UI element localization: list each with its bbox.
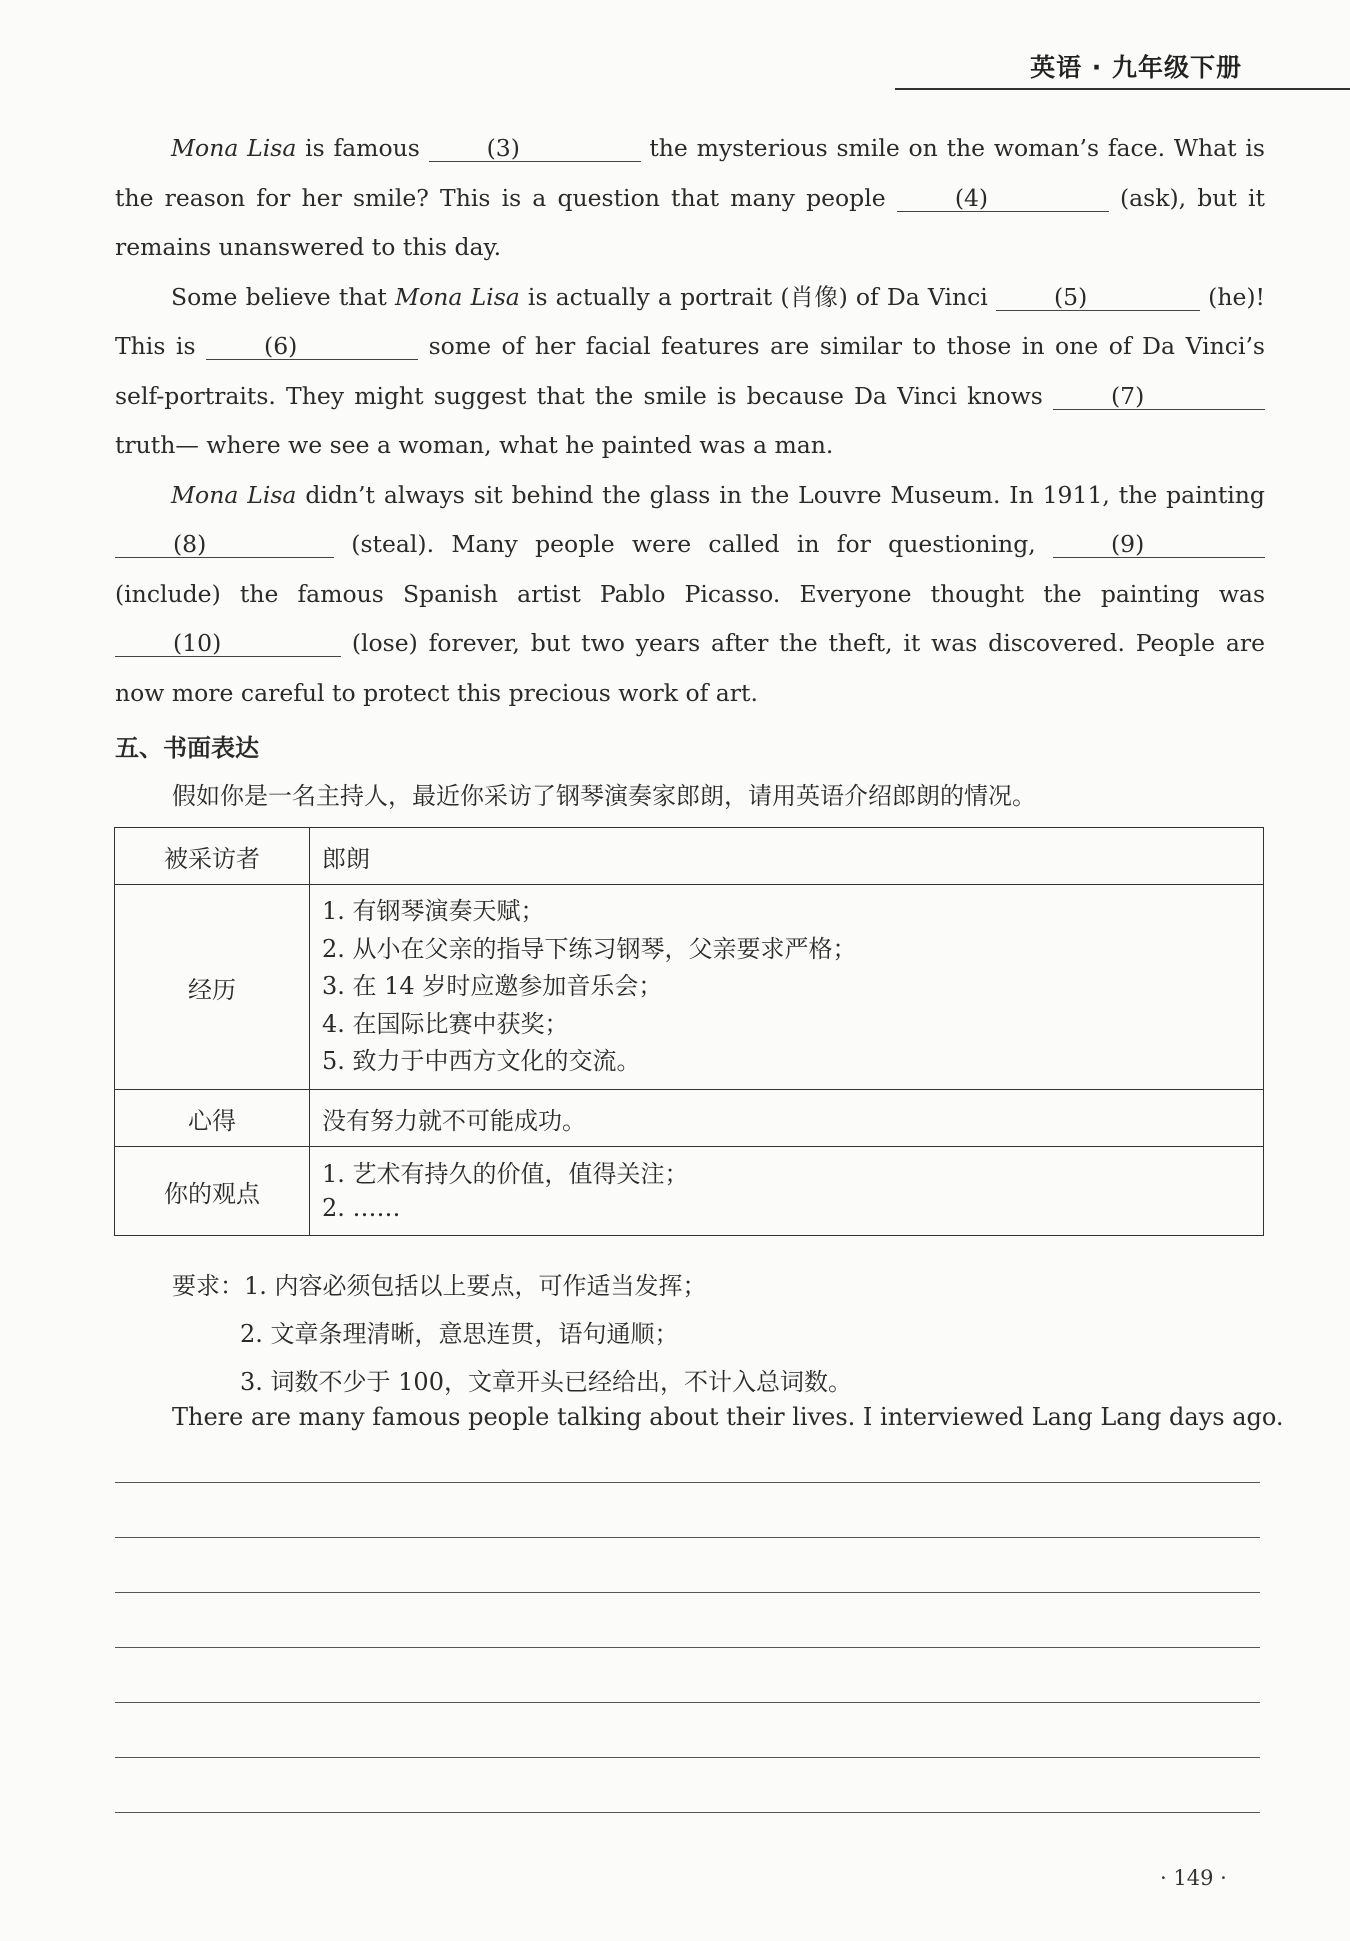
paragraph-3 bbox=[115, 471, 1265, 719]
blank-4[interactable]: (4) bbox=[897, 185, 1109, 212]
opinion-label: 你的观点 bbox=[115, 1147, 310, 1236]
passage-text: didn’t always sit behind the glass in the Louvre Museum. In 1911, the painting bbox=[296, 480, 1265, 509]
requirement-item: 2. 文章条理清晰，意思连贯，语句通顺； bbox=[240, 1320, 679, 1348]
writing-line[interactable] bbox=[115, 1812, 1260, 1813]
blank-9[interactable]: (9) bbox=[1053, 531, 1265, 558]
table-row bbox=[115, 885, 1264, 1090]
passage-text: (lose) forever, but two years after the theft, it was discovered. People are now more careful to protect this precious work of art. bbox=[115, 629, 1265, 707]
passage-text: (steal). Many people were called in for questioning, bbox=[334, 530, 1053, 558]
opinion-item: 1. 艺术有持久的价值，值得关注； bbox=[322, 1160, 689, 1188]
experience-item: 1. 有钢琴演奏天赋； bbox=[322, 897, 545, 926]
passage-text: some of her facial features are similar to those in one of Da Vinci’s self-portraits. They might suggest that the smile is because Da Vinci knows bbox=[115, 332, 1265, 410]
blank-8[interactable]: (8) bbox=[115, 531, 334, 558]
blank-5[interactable]: (5) bbox=[996, 284, 1200, 311]
insight-value: 没有努力就不可能成功。 bbox=[310, 1090, 1264, 1147]
paragraph-1 bbox=[115, 124, 1265, 273]
experience-item: 3. 在 14 岁时应邀参加音乐会； bbox=[322, 972, 663, 1001]
italic-title: Mona Lisa bbox=[171, 480, 297, 509]
passage-text: is famous bbox=[296, 134, 429, 162]
requirement-item: 要求：1. 内容必须包括以上要点，可作适当发挥； bbox=[172, 1272, 707, 1300]
writing-line[interactable] bbox=[115, 1647, 1260, 1648]
interviewee-value: 郎朗 bbox=[310, 828, 1264, 885]
passage-text: truth— where we see a woman, what he painted was a man. bbox=[115, 431, 834, 459]
reading-passage bbox=[115, 124, 1265, 718]
insight-label: 心得 bbox=[115, 1090, 310, 1147]
header-rule bbox=[895, 88, 1350, 90]
opening-sentence: There are many famous people talking about their lives. I interviewed Lang Lang days ago. bbox=[172, 1403, 1284, 1431]
passage-text: Some believe that bbox=[171, 282, 396, 311]
passage-text: the mysterious smile on the woman’s face. What is the reason for her smile? This is a question that many people bbox=[115, 134, 1265, 212]
interviewee-label: 被采访者 bbox=[115, 828, 310, 885]
requirement-item: 3. 词数不少于 100，文章开头已经给出，不计入总词数。 bbox=[240, 1368, 852, 1396]
header-title: 英语 · 九年级下册 bbox=[1030, 53, 1242, 82]
info-table bbox=[114, 827, 1264, 1236]
table-row bbox=[115, 828, 1264, 885]
paragraph-2 bbox=[115, 273, 1265, 471]
passage-text: is actually a portrait (肖像) of Da Vinci bbox=[519, 282, 996, 311]
passage-text: (include) the famous Spanish artist Pablo Picasso. Everyone thought the painting was bbox=[115, 579, 1265, 608]
opinion-cell bbox=[310, 1147, 1264, 1236]
experience-item: 4. 在国际比赛中获奖； bbox=[322, 1009, 569, 1038]
writing-line[interactable] bbox=[115, 1757, 1260, 1758]
italic-title: Mona Lisa bbox=[395, 282, 520, 311]
section-heading: 五、书面表达 bbox=[115, 734, 259, 762]
passage-text: (ask), but it remains unanswered to this day. bbox=[115, 183, 1265, 261]
writing-line[interactable] bbox=[115, 1482, 1260, 1483]
page-number: · 149 · bbox=[1160, 1866, 1227, 1890]
experience-item: 2. 从小在父亲的指导下练习钢琴，父亲要求严格； bbox=[322, 934, 857, 963]
table-row bbox=[115, 1147, 1264, 1236]
experience-label: 经历 bbox=[115, 885, 310, 1090]
passage-text: (he)! This is bbox=[115, 282, 1265, 360]
blank-6[interactable]: (6) bbox=[206, 333, 418, 360]
experience-cell bbox=[310, 885, 1264, 1090]
writing-line[interactable] bbox=[115, 1702, 1260, 1703]
italic-title: Mona Lisa bbox=[171, 134, 297, 162]
blank-7[interactable]: (7) bbox=[1053, 383, 1265, 410]
blank-10[interactable]: (10) bbox=[115, 630, 341, 657]
writing-line[interactable] bbox=[115, 1537, 1260, 1538]
opinion-item: 2. …… bbox=[322, 1194, 401, 1222]
experience-item: 5. 致力于中西方文化的交流。 bbox=[322, 1047, 641, 1076]
blank-3[interactable]: (3) bbox=[429, 135, 641, 162]
writing-line[interactable] bbox=[115, 1592, 1260, 1593]
task-intro: 假如你是一名主持人，最近你采访了钢琴演奏家郎朗，请用英语介绍郎朗的情况。 bbox=[172, 782, 1036, 810]
requirements bbox=[172, 1262, 852, 1406]
table-row bbox=[115, 1090, 1264, 1147]
